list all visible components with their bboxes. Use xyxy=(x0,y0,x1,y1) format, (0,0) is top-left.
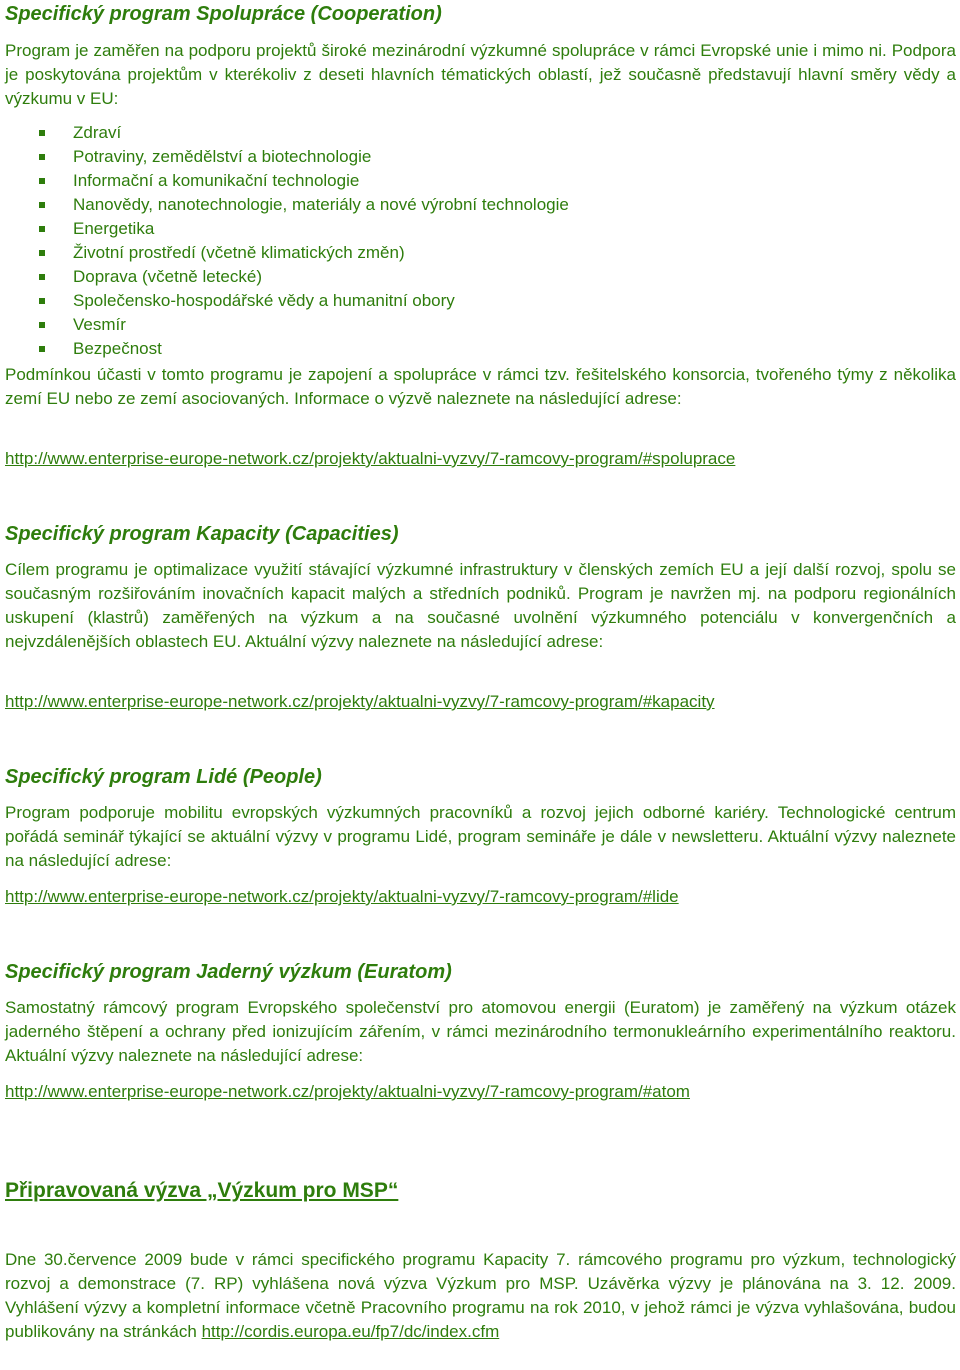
msp-heading: Připravovaná výzva „Výzkum pro MSP“ xyxy=(5,1179,399,1202)
list-item: Zdraví xyxy=(5,121,956,145)
euratom-heading: Specifický program Jaderný výzkum (Euratom) xyxy=(5,961,452,983)
cooperation-heading: Specifický program Spolupráce (Cooperation) xyxy=(5,3,442,25)
cooperation-outro: Podmínkou účasti v tomto programu je zapojení a spolupráce v rámci tzv. řešitelského konsorcia, tvořeného týmy z několika zemí EU nebo ze zemí asociovaných. Informace o výzvě naleznete na následující adrese: xyxy=(5,365,956,408)
euratom-body: Samostatný rámcový program Evropského společenství pro atomovou energii (Euratom) je zaměřený na výzkum otázek jaderného štěpení a ochrany před ionizujícím zářením, v rámci mezinárodního termonukleárního experimentálního reaktoru. Aktuální výzvy naleznete na následující adrese: xyxy=(5,998,956,1065)
bullet-icon xyxy=(39,274,45,280)
bullet-icon xyxy=(39,202,45,208)
euratom-link[interactable]: http://www.enterprise-europe-network.cz/projekty/aktualni-vyzvy/7-ramcovy-program/#atom xyxy=(5,1082,690,1101)
cooperation-intro: Program je zaměřen na podporu projektů široké mezinárodní výzkumné spolupráce v rámci Evropské unie i mimo ni. Podpora je poskytována projektům v kterékoliv z deseti hlavních tématických oblastí, jež současně představují hlavní směry vědy a výzkumu v EU: xyxy=(5,41,956,108)
cooperation-link[interactable]: http://www.enterprise-europe-network.cz/projekty/aktualni-vyzvy/7-ramcovy-program/#spoluprace xyxy=(5,449,736,468)
cordis-link[interactable]: http://cordis.europa.eu/fp7/dc/index.cfm xyxy=(201,1322,500,1341)
people-link[interactable]: http://www.enterprise-europe-network.cz/projekty/aktualni-vyzvy/7-ramcovy-program/#lide xyxy=(5,887,679,906)
bullet-icon xyxy=(39,226,45,232)
list-item: Potraviny, zemědělství a biotechnologie xyxy=(5,145,956,169)
people-heading: Specifický program Lidé (People) xyxy=(5,766,322,788)
people-body: Program podporuje mobilitu evropských výzkumných pracovníků a rozvoj jejich odborné kariéry. Technologické centrum pořádá seminář týkající se aktuální výzvy v programu Lidé, program semináře je dále v newsletteru. Aktuální výzvy naleznete na následující adrese: xyxy=(5,803,956,870)
themes-list xyxy=(5,121,956,361)
list-item: Doprava (včetně letecké) xyxy=(5,265,956,289)
capacities-body: Cílem programu je optimalizace využití stávající výzkumné infrastruktury v členských zemích EU a její další rozvoj, spolu se současným rozšiřováním inovačních kapacit malých a středních podniků. Program je navržen mj. na podporu regionálních uskupení (klastrů) zaměřených na výzkum a na současné uvolnění výzkumného potenciálu v konvergenčních a nejvzdálenějších oblastech EU. Aktuální výzvy naleznete na následující adrese: xyxy=(5,560,956,651)
list-item: Energetika xyxy=(5,217,956,241)
bullet-icon xyxy=(39,130,45,136)
msp-body: Dne 30.července 2009 bude v rámci specifického programu Kapacity 7. rámcového programu pro výzkum, technologický rozvoj a demonstrace (7. RP) vyhlášena nová výzva Výzkum pro MSP. Uzávěrka výzvy je plánována na 3. 12. 2009. Vyhlášení výzvy a kompletní informace včetně Pracovního programu na rok 2010, v jehož rámci je výzva vyhlašována, budou publikovány na stránkách http://cordis.europa.eu/fp7/dc/index.cfm xyxy=(5,1250,956,1341)
list-item: Bezpečnost xyxy=(5,337,956,361)
bullet-icon xyxy=(39,178,45,184)
list-item: Životní prostředí (včetně klimatických změn) xyxy=(5,241,956,265)
list-item: Společensko-hospodářské vědy a humanitní obory xyxy=(5,289,956,313)
bullet-icon xyxy=(39,298,45,304)
list-item: Nanovědy, nanotechnologie, materiály a nové výrobní technologie xyxy=(5,193,956,217)
capacities-link[interactable]: http://www.enterprise-europe-network.cz/projekty/aktualni-vyzvy/7-ramcovy-program/#kapacity xyxy=(5,692,715,711)
bullet-icon xyxy=(39,322,45,328)
list-item: Vesmír xyxy=(5,313,956,337)
capacities-heading: Specifický program Kapacity (Capacities) xyxy=(5,523,399,545)
list-item: Informační a komunikační technologie xyxy=(5,169,956,193)
bullet-icon xyxy=(39,250,45,256)
bullet-icon xyxy=(39,346,45,352)
bullet-icon xyxy=(39,154,45,160)
